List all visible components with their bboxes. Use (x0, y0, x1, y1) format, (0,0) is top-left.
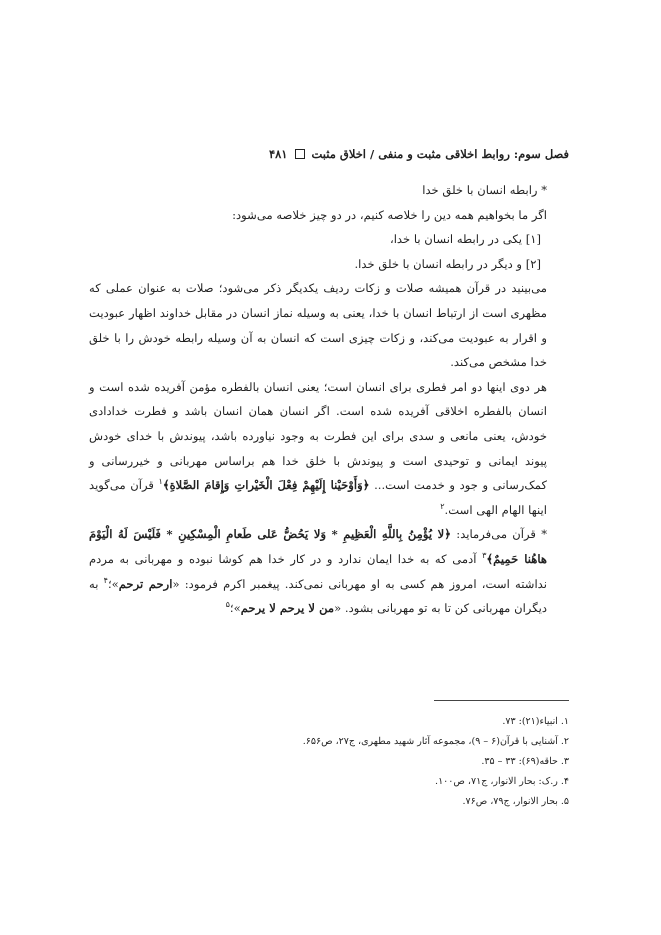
list-item-2: [۲] و دیگر در رابطه انسان با خلق خدا. (354, 256, 541, 271)
footnote-ref-2[interactable]: ۲ (440, 501, 445, 511)
paragraph-2-text: هر دوی اینها دو امر فطری برای انسان است؛ یعنی انسان بالفطره مؤمن آفریده شده است و انسان بالفطره اخلاقی آفریده شده است. اگر انسان همان انسان باشد و فطرت خدادادی خودش، یعنی مانعی و سدی برای این فطرت به وجود نیاورده باشد، پیوندش با خدای خودش پیوند ایمانی و توحیدی است و پیوندش با خلق خدا هم براساس مهربانی و خیررسانی و کمک‌رسانی و جود و خدمت است... (89, 379, 547, 493)
footnote-ref-4[interactable]: ۴ (103, 575, 108, 585)
footnote: ۱. انبیاء(۲۱): ۷۳. (502, 716, 569, 727)
paragraph-3-text-2: به دیگران مهربانی کن تا به تو مهربانی بشود. « (89, 576, 547, 616)
hadith-1: ارحم ترحم (118, 576, 173, 591)
paragraph-3 (89, 522, 569, 620)
page-number: ۴۸۱ (268, 147, 288, 161)
quran-verse-1: ﴿وَأَوْحَيْنا إِلَيْهِمْ فِعْلَ الْخَيْراتِ وَإِقامَ الصَّلاةِ﴾ (162, 478, 370, 493)
paragraph-2-tail: قرآن می‌گوید اینها الهام الهی است. (89, 478, 547, 517)
footnotes (89, 712, 569, 812)
hadith-2-close: »؛ (229, 601, 241, 616)
quran-verse-2: ﴿لا يُؤْمِنُ بِاللَّهِ الْعَظِيمِ * وَلا يَحُضُّ عَلى طَعامِ الْمِسْكِينِ * فَلَيْسَ لَهُ الْيَوْمَ هاهُنا حَمِيمٌ﴾ (89, 527, 547, 566)
hadith-1-close: »؛ (107, 576, 119, 591)
main-text (89, 178, 569, 621)
section-heading: * رابطه انسان با خلق خدا (422, 183, 547, 197)
hadith-2: من لا یرحم لا یرحم (240, 601, 335, 616)
footnote: ۳. حاقه(۶۹): ۳۳ – ۳۵. (481, 756, 569, 767)
footnote-ref-1[interactable]: ۱ (158, 477, 163, 487)
list-item-1: [۱] یکی در رابطه انسان با خدا، (389, 232, 541, 247)
footnote: ۲. آشنایی با قرآن(۶ – ۹)، مجموعه آثار شهید مطهری، ج۲۷، ص۶۵۶. (302, 736, 569, 747)
paragraph-3-intro: * قرآن می‌فرماید: (451, 527, 547, 542)
header-title: فصل سوم: روابط اخلاقی مثبت و منفی / اخلاق مثبت (311, 147, 569, 161)
square-icon (295, 149, 305, 159)
footnote-divider (434, 700, 569, 701)
intro-line: اگر ما بخواهیم همه دین را خلاصه کنیم، در دو چیز خلاصه می‌شود: (232, 207, 547, 222)
running-header (89, 147, 569, 161)
paragraph-2 (89, 375, 569, 523)
footnote: ۵. بحار الانوار، ج۷۹، ص۷۶. (462, 796, 569, 807)
paragraph-3-text: آدمی که به خدا ایمان ندارد و در کار خدا هم کوشا نبوده و مهربانی به مردم نداشته است، امروز هم کسی به او مهربانی نمی‌کند. پیغمبر اکرم فرمود: « (89, 551, 547, 591)
footnote-ref-3[interactable]: ۳ (482, 551, 487, 561)
paragraph-1: می‌بینید در قرآن همیشه صلات و زکات ردیف یکدیگر ذکر می‌شود؛ صلات به عنوان عملی که مظهری است از ارتباط انسان با خدا، یعنی به وسیله نماز انسان در مقابل خداوند اظهار عبودیت و اقرار به عبودیت می‌کند، و زکات چیزی است که انسان به آن وسیله رابطه خودش را با خلق خدا مشخص می‌کند. (89, 281, 547, 370)
footnote: ۴. ر.ک: بحار الانوار، ج۷۱، ص۱۰۰. (435, 776, 569, 787)
footnote-ref-5[interactable]: ۵ (225, 600, 230, 610)
